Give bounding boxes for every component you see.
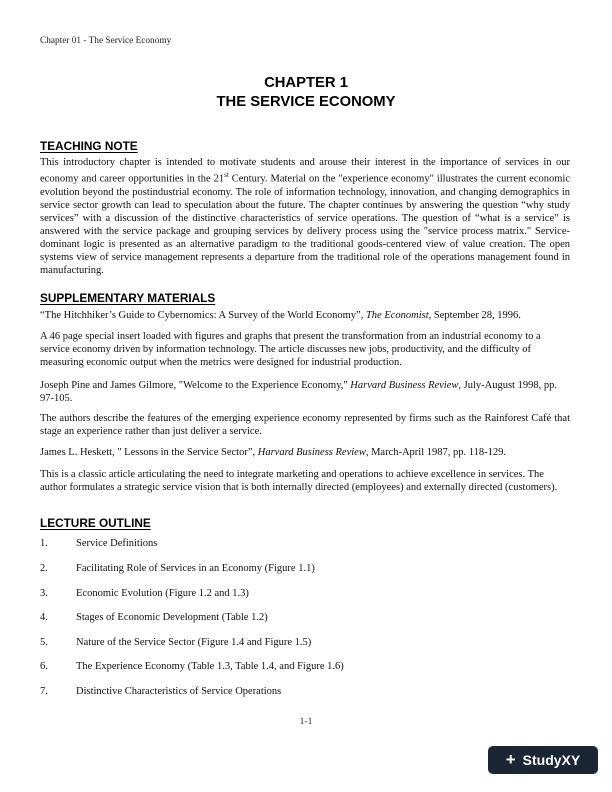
chapter-number: CHAPTER 1 [264,75,348,91]
reference-heskett-description: This is a classic article articulating the need to integrate marketing and operations to achieve excellence in services. The author formulates a strategic service vision that is both internally directed (employees) and externally directed (customers). [40,469,558,494]
running-head: Chapter 01 - The Service Economy [40,36,172,46]
teaching-note-heading: TEACHING NOTE [40,139,138,153]
supplementary-materials-heading: SUPPLEMENTARY MATERIALS [40,291,216,305]
reference-economist: “The Hitchhiker’s Guide to Cybernomics: A Survey of the World Economy”, The Economist, September 28, 1996. [40,310,521,321]
teaching-note-paragraph: This introductory chapter is intended to motivate students and arouse their interest in the importance of services in our economy and career opportunities in the 21st Century. Material on the "experience economy" illustrates the current economic evolution beyond the postindustrial economy. The role of information technology, innovation, and changing demographics in service sector growth can lead to speculation about the future. The chapter continues by answering the question “why study services” with a discussion of the distinctive characteristics of service operations. The question of “what is a service” is answered with the service package and grouping services by delivery process using the "service process matrix." Service-dominant logic is presented as an alternative paradigm to the traditional goods-centered view of value creation. The open systems view of service management represents a departure from the traditional role of the operations management found in manufacturing. [40,157,570,277]
reference-pine-gilmore: Joseph Pine and James Gilmore, "Welcome to the Experience Economy," Harvard Business Review, July-August 1998, pp. 97-105. [40,380,557,405]
chapter-title [0,74,612,112]
plus-icon: + [505,749,516,769]
reference-heskett: James L. Heskett, " Lessons in the Service Sector”, Harvard Business Review, March-April 1987, pp. 118-129. [40,447,506,458]
reference-pine-gilmore-description: The authors describe the features of the emerging experience economy represented by firms such as the Rainforest Café that stage an experience rather than just deliver a service. [40,413,570,438]
page-number: 1-1 [299,717,313,727]
lecture-outline-heading: LECTURE OUTLINE [40,516,151,530]
chapter-name: THE SERVICE ECONOMY [216,94,396,110]
studyxy-label: StudyXY [522,752,581,768]
studyxy-badge[interactable] [488,746,598,774]
reference-economist-description: A 46 page special insert loaded with figures and graphs that present the transformation from an industrial economy to a service economy driven by information technology. The article discusses new jobs, productivity, and the difficulty of measuring economic output when the metrics were designed for industrial production. [40,331,541,369]
